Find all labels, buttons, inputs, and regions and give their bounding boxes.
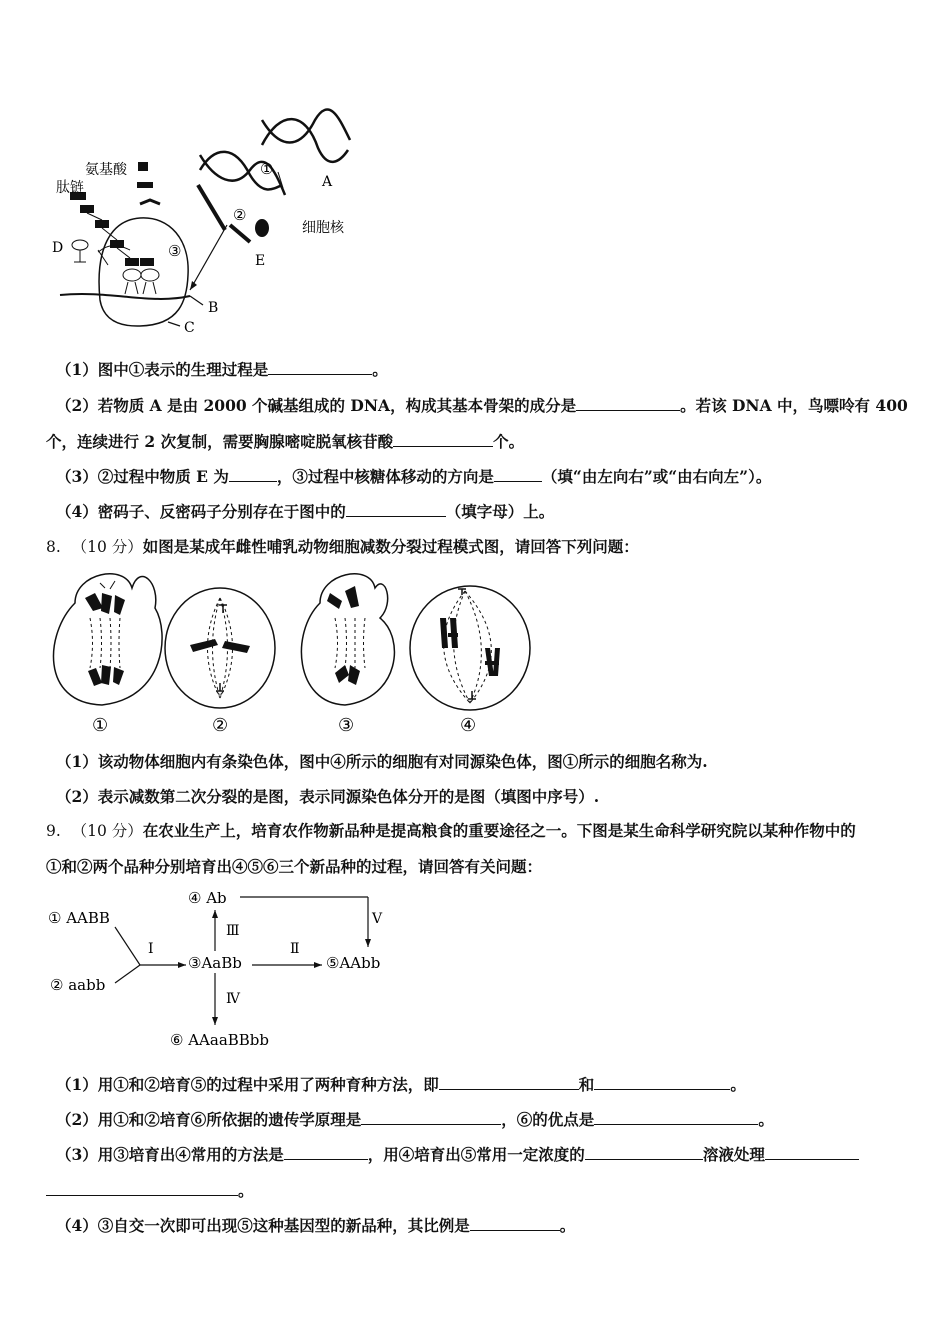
cell-label-3: ③ [338, 715, 355, 736]
answer-blank[interactable] [268, 360, 372, 375]
answer-blank[interactable] [439, 1075, 579, 1090]
node-2: ② aabb [50, 976, 106, 994]
answer-blank[interactable] [470, 1216, 560, 1231]
q9-stem-cont: ①和②两个品种分别培育出④⑤⑥三个新品种的过程，请回答有关问题： [46, 857, 543, 876]
node-1: ① AABB [48, 909, 110, 927]
step-II: Ⅱ [290, 941, 300, 957]
cell-1 [53, 574, 162, 736]
figure-meiosis-cells [40, 563, 550, 743]
cell-4 [410, 586, 530, 736]
answer-blank[interactable] [346, 502, 446, 517]
answer-blank[interactable] [594, 1110, 758, 1125]
label-A: A [322, 174, 333, 190]
figure-gene-expression [40, 100, 380, 345]
q7-item-1: （1）图中①表示的生理过程是 。 [56, 360, 388, 379]
answer-blank[interactable] [46, 1181, 238, 1196]
step-III: Ⅲ [226, 923, 240, 939]
q7-item-2-cont: 个，连续进行 2 次复制，需要胸腺嘧啶脱氧核苷酸 个。 [46, 432, 525, 451]
answer-blank[interactable] [585, 1145, 703, 1160]
label-step2: ② [233, 206, 247, 224]
answer-blank[interactable] [361, 1110, 501, 1125]
q8-item-1: （1）该动物体细胞内有条染色体，图中④所示的细胞有对同源染色体，图①所示的细胞名称为. [56, 752, 708, 771]
label-E: E [255, 253, 266, 269]
label-step1: ① [260, 160, 274, 178]
step-I: Ⅰ [148, 941, 154, 957]
q9-item-2: （2）用①和②培育⑥所依据的遗传学原理是 ，⑥的优点是 。 [56, 1110, 774, 1129]
q9-item-1: （1）用①和②培育⑤的过程中采用了两种育种方法，即 和 。 [56, 1075, 746, 1094]
cell-2 [165, 588, 275, 736]
label-B: B [208, 300, 219, 316]
answer-blank[interactable] [229, 467, 277, 482]
cell-label-1: ① [92, 715, 109, 736]
node-4: ④ Ab [188, 889, 227, 907]
label-C: C [184, 320, 195, 336]
answer-blank[interactable] [494, 467, 542, 482]
step-IV: Ⅳ [226, 991, 240, 1007]
label-peptide: 肽链 [56, 180, 84, 196]
label-step3: ③ [168, 242, 182, 260]
q9-item-4: （4）③自交一次即可出现⑤这种基因型的新品种，其比例是 。 [56, 1216, 576, 1235]
cell-label-2: ② [212, 715, 229, 736]
answer-blank[interactable] [594, 1075, 730, 1090]
q9-item-3-cont: 。 [46, 1181, 254, 1201]
answer-blank[interactable] [576, 396, 680, 411]
q7-item-2: （2）若物质 A 是由 2000 个碱基组成的 DNA，构成其基本骨架的成分是 。若该 DNA 中，鸟嘌呤有 400 [56, 396, 908, 415]
node-3: ③AaBb [188, 954, 242, 972]
q8-item-2: （2）表示减数第二次分裂的是图，表示同源染色体分开的是图（填图中序号）. [56, 787, 600, 806]
answer-blank[interactable] [284, 1145, 368, 1160]
q7-item-4: （4）密码子、反密码子分别存在于图中的 （填字母）上。 [56, 502, 555, 521]
step-V: Ⅴ [372, 911, 383, 927]
node-5: ⑤AAbb [326, 954, 381, 972]
cell-3 [301, 574, 394, 736]
figure-breeding-diagram [40, 885, 420, 1055]
label-amino-acid: 氨基酸 [85, 162, 127, 178]
q9-stem: 9. （10 分）在农业生产上，培育农作物新品种是提高粮食的重要途径之一。下图是某生命科学研究院以某种作物中的 [46, 821, 856, 840]
node-6: ⑥ AAaaBBbb [170, 1031, 270, 1049]
label-D: D [52, 240, 64, 256]
label-nucleus: 细胞核 [302, 220, 344, 236]
q9-item-3: （3）用③培育出④常用的方法是 ，用④培育出⑤常用一定浓度的 溶液处理 [56, 1145, 859, 1165]
q7-item-3: （3）②过程中物质 E 为 ，③过程中核糖体移动的方向是 （填“由左向右”或“由右向左”）。 [56, 467, 772, 486]
cell-label-4: ④ [460, 715, 477, 736]
q8-stem: 8. （10 分）如图是某成年雌性哺乳动物细胞减数分裂过程模式图，请回答下列问题： [46, 537, 639, 556]
answer-blank[interactable] [765, 1145, 859, 1160]
answer-blank[interactable] [393, 432, 493, 447]
